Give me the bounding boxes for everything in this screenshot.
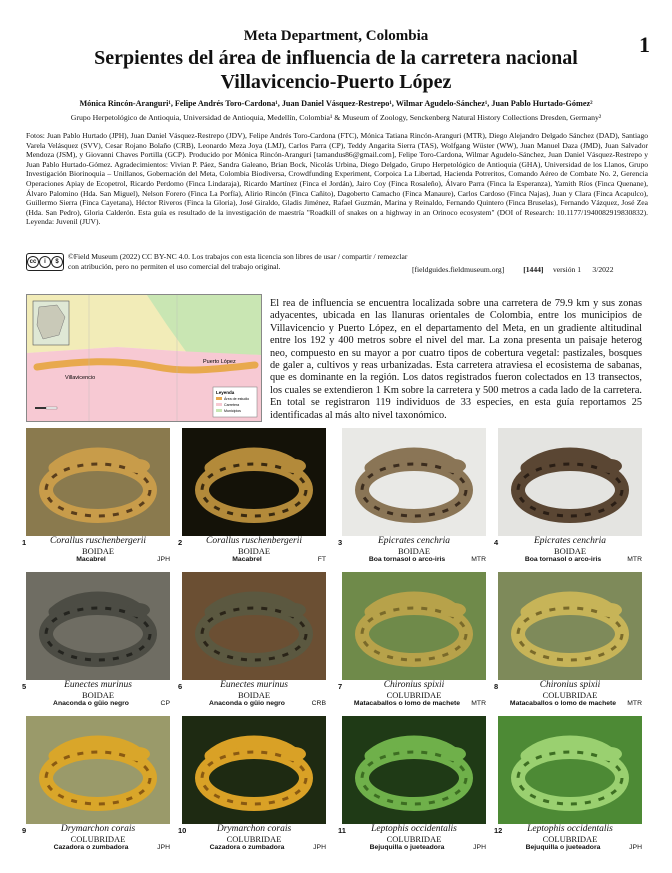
snake-photo <box>498 572 642 680</box>
species-caption <box>178 824 326 852</box>
species-tile <box>338 428 486 564</box>
credits: Fotos: Juan Pablo Hurtado (JPH), Juan Daniel Vásquez-Restrepo (JDV), Felipe Andrés Toro-Cardona (FTC), Mónica Tatiana Rincón-Aranguri (MTR), Diego Alejandro Delgado Sánchez (DAD), Santiago Varela Velásquez (SVV), Cesar Rojano Bolaño (CRB), Leonardo Meza Joya (LMJ), Carlos Parra (CP), Teddy Angarita Sierra (TAS), Wolfgang Wüster (WW), Juan Manuel Daza (JMD), Juan Salvador Mendoza (JSM), y Giovanni Chaves Portilla (GCP). Producido por Mónica Rincón-Aranguri [tamandus86@gmail.com], Felipe Toro-Cardona, Wilmar Agudelo-Sánchez, Juan Daniel Vásquez-Restrepo y Juan Pablo Hurtado-Gómez. Agradecimientos: Vivian P. Páez, Sandra Galeano, Brian Bock, Nicolás Urbina, Diego Delgado, Grupo Herpetológico de Antioquia (GHA), Universidad de los Llanos, Grupo Investigación Biorinoquia – Unillanos, Gobernación del Meta, Colombia Biodiversa, Crowdfunding Experiment, Corpoica La Libertad, Hacienda Potreritos, Comando Aéreo de Combate No. 2, Gerencia Operaciones Apiay de Ecopetrol, Ricardo Perdomo (Finca Lindaraja), Ricardo Martínez (Finca el Jordán), Jairo Coy (Finca Rosaleño), Álvaro Parra (Finca la Esperanza), Yamith Ríos (Finca Quenane), Álvaro Palomino (Hda. San Miguel), Nelson Forero (Finca La Porfía), Alirio Rincón (Finca Cañito), Dagoberto Camacho (Finca Manaure), Carlos Cardoso (Finca Najas), Juan y Clara (Finca Acapulco), Guillermo Sierra (Finca Cayetana), Héctor Riveros (Finca la Gloria), José Giraldo, Gladis Jiménez, Rafael Guzmán, Marina y Reinaldo, Fernando Quintero (Finca Bruselas), Fernando Vázquez, José Zea (Hda. San Pedro), Gloria Calderón. Esta guía es resultado de la investigación de maestría "Roadkill of snakes on a highway in an Orinoco ecosystem" (DOI of Research: 10.1177/1940082919830832). Leyenda: Juvenil (JUV). <box>26 131 648 227</box>
snake-photo <box>342 428 486 536</box>
site-link[interactable]: [fieldguides.fieldmuseum.org] <box>412 265 505 274</box>
species-common-name: Bejuquilla o jueteadora <box>369 844 445 851</box>
species-common-name: Cazadora o zumbadora <box>53 844 129 851</box>
map-legend-item: Área de estudio <box>224 397 250 401</box>
species-family: BOIDAE <box>237 690 271 700</box>
species-number: 10 <box>178 826 187 835</box>
species-number: 6 <box>178 682 183 691</box>
species-tile <box>494 572 642 708</box>
species-caption <box>338 536 486 564</box>
photographer-code: JPH <box>157 844 170 851</box>
species-name: Chironius spixii <box>539 680 601 690</box>
species-caption <box>494 680 642 708</box>
species-common-name: Macabrel <box>76 556 106 563</box>
species-common-name: Boa tornasol o arco-iris <box>524 556 602 563</box>
species-number: 7 <box>338 682 343 691</box>
by-icon: i <box>39 256 51 268</box>
map-legend-title: Leyenda <box>216 390 235 395</box>
photographer-code: JPH <box>473 844 486 851</box>
species-tile <box>178 716 326 852</box>
map-scale-bar <box>35 407 57 409</box>
species-caption <box>178 680 326 708</box>
map-legend-swatch <box>216 403 222 406</box>
photographer-code: JPH <box>629 844 642 851</box>
species-name: Eunectes murinus <box>64 680 132 690</box>
species-common-name: Bejuquilla o jueteadora <box>525 844 601 851</box>
page-header <box>0 28 672 93</box>
photographer-code: CRB <box>311 700 326 707</box>
species-tile <box>338 572 486 708</box>
species-family: COLUBRIDAE <box>542 690 598 700</box>
species-tile <box>22 572 170 708</box>
species-common-name: Matacaballos o lomo de machete <box>353 700 461 707</box>
species-number: 2 <box>178 538 183 547</box>
snake-photo <box>26 428 170 536</box>
species-family: BOIDAE <box>81 690 115 700</box>
species-name: Corallus ruschenbergerii <box>50 536 146 546</box>
snake-photo <box>342 572 486 680</box>
species-tile <box>338 716 486 852</box>
map-label-puerto-lopez: Puerto López <box>203 359 236 365</box>
version: versión 1 <box>552 265 582 274</box>
species-tile <box>178 572 326 708</box>
species-family: BOIDAE <box>81 546 115 556</box>
species-name: Leptophis occidentalis <box>371 824 457 834</box>
species-name: Epicrates cenchria <box>377 536 451 546</box>
guide-title-line2: Villavicencio-Puerto López <box>220 71 452 93</box>
photographer-code: CP <box>160 700 170 707</box>
species-family: COLUBRIDAE <box>542 834 598 844</box>
species-name: Eunectes murinus <box>220 680 288 690</box>
species-tile <box>22 428 170 564</box>
species-caption <box>338 824 486 852</box>
authors: Mónica Rincón-Aranguri¹, Felipe Andrés Toro-Cardona¹, Juan Daniel Vásquez-Restrepo¹, Wilmar Agudelo-Sánchez¹, Juan Pablo Hurtado-Gómez² <box>79 99 593 108</box>
species-tile <box>178 428 326 564</box>
study-area-map <box>26 294 262 422</box>
species-tile <box>494 428 642 564</box>
species-number: 3 <box>338 538 343 547</box>
species-family: COLUBRIDAE <box>386 834 442 844</box>
license-block <box>26 252 652 278</box>
date: 3/2022 <box>592 265 614 274</box>
map-legend-item: Municipios <box>224 409 241 413</box>
intro-paragraph: El rea de influencia se encuentra localizada sobre una carretera de 79.9 km y sus zonas adyacentes, ubicada en las llanuras orientales de Colombia, entre los municipios de Villavicencio y Puerto López, en el departamento del Meta, en un gradiente altitudinal entre los 192 y 400 metros sobre el nivel del mar. La zona presenta un paisaje heterog neo, compuesto en su mayor a por cuatro tipos de cobertura vegetal: pastizales, bosques de galer a, cultivos y reas urbanizadas. Esta carretera atraviesa el ecosistema de sabanas, que es dominante en la región. Los datos registrados fueron colectados en 13 transectos, los cuales se extendieron 1 Km sobre la carretera y 500 metros a cada lado de la carretera. En total se registraron 119 individuos de 33 especies, en esta guía reportamos 25 identificadas al más alto nivel taxonómico. <box>270 298 642 421</box>
species-name: Epicrates cenchria <box>533 536 607 546</box>
map-label-villavicencio: Villavicencio <box>65 375 96 381</box>
species-caption <box>338 680 486 708</box>
species-caption <box>494 536 642 564</box>
species-family: BOIDAE <box>397 546 431 556</box>
species-name: Drymarchon corais <box>60 824 136 834</box>
species-family: BOIDAE <box>553 546 587 556</box>
snake-photo <box>182 572 326 680</box>
species-tile <box>22 716 170 852</box>
cc-license-icon <box>26 253 64 271</box>
species-number: 12 <box>494 826 503 835</box>
species-name: Drymarchon corais <box>216 824 292 834</box>
species-name: Chironius spixii <box>383 680 445 690</box>
photographer-code: MTR <box>627 700 642 707</box>
species-name: Leptophis occidentalis <box>527 824 613 834</box>
photographer-code: JPH <box>157 556 170 563</box>
species-caption <box>178 536 326 564</box>
species-caption <box>494 824 642 852</box>
snake-photo <box>498 428 642 536</box>
species-family: COLUBRIDAE <box>386 690 442 700</box>
affiliation: Grupo Herpetológico de Antioquia, Universidad de Antioquia, Medellín, Colombia¹ & Museum of Zoology, Senckenberg Natural History Collections Dresden, Germany² <box>70 113 602 122</box>
snake-photo <box>498 716 642 824</box>
snake-photo <box>182 428 326 536</box>
photographer-code: MTR <box>627 556 642 563</box>
region-title: Meta Department, Colombia <box>243 28 429 44</box>
snake-photo <box>26 716 170 824</box>
snake-photo <box>182 716 326 824</box>
photographer-code: MTR <box>471 700 486 707</box>
map-legend-item: Carretera <box>224 403 240 407</box>
species-number: 5 <box>22 682 27 691</box>
species-name: Corallus ruschenbergerii <box>206 536 302 546</box>
cc-icon: cc <box>27 256 39 268</box>
species-common-name: Boa tornasol o arco-iris <box>368 556 446 563</box>
species-caption <box>22 824 170 852</box>
page-number: 1 <box>639 32 650 57</box>
species-family: BOIDAE <box>237 546 271 556</box>
species-caption <box>22 536 170 564</box>
snake-photo <box>26 572 170 680</box>
guide-title-line1: Serpientes del área de influencia de la carretera nacional <box>94 47 578 69</box>
license-text: ©Field Museum (2022) CC BY-NC 4.0. Los trabajos con esta licencia son libres de usar / compartir / remezclar con atribución, pero no permiten el uso comercial del trabajo original. <box>68 252 408 271</box>
species-common-name: Macabrel <box>232 556 262 563</box>
species-number: 9 <box>22 826 27 835</box>
species-number: 8 <box>494 682 499 691</box>
map-legend-swatch <box>216 409 222 412</box>
species-common-name: Anaconda o güio negro <box>209 700 285 707</box>
species-family: COLUBRIDAE <box>70 834 126 844</box>
species-caption <box>22 680 170 708</box>
species-common-name: Cazadora o zumbadora <box>209 844 285 851</box>
species-number: 1 <box>22 538 27 547</box>
species-number: 4 <box>494 538 499 547</box>
license-meta <box>412 265 652 275</box>
snake-photo <box>342 716 486 824</box>
species-tile <box>494 716 642 852</box>
species-common-name: Anaconda o güio negro <box>53 700 129 707</box>
species-number: 11 <box>338 826 346 835</box>
species-common-name: Matacaballos o lomo de machete <box>509 700 617 707</box>
map-legend-swatch <box>216 397 222 400</box>
photographer-code: FT <box>317 556 326 563</box>
map-svg <box>27 295 261 421</box>
photographer-code: JPH <box>313 844 326 851</box>
species-family: COLUBRIDAE <box>226 834 282 844</box>
guide-number: [1444] <box>523 265 544 274</box>
photographer-code: MTR <box>471 556 486 563</box>
nc-icon: $ <box>51 256 63 268</box>
